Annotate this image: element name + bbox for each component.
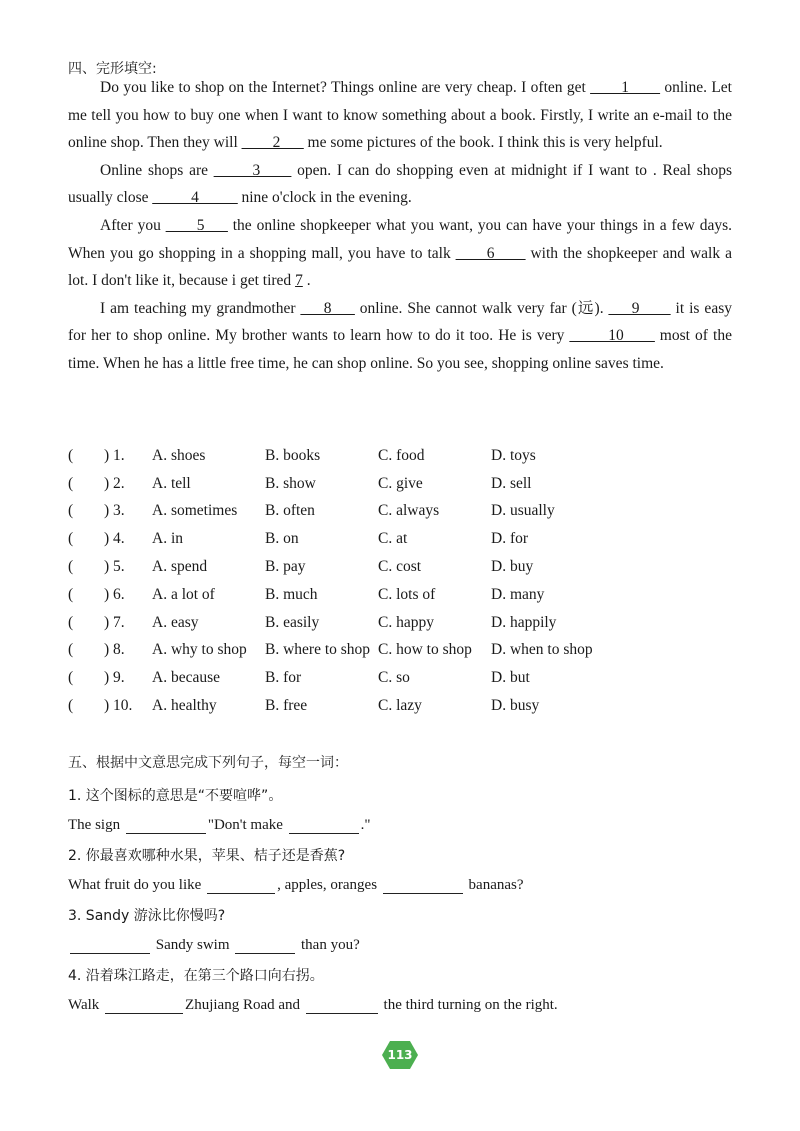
option-a: A. spend bbox=[152, 558, 208, 576]
choice-list bbox=[68, 442, 732, 720]
cloze-blank[interactable]: _____3____ bbox=[213, 161, 292, 179]
sentence-text: bananas? bbox=[464, 876, 524, 893]
option-a: A. easy bbox=[152, 613, 199, 631]
passage-paragraph bbox=[68, 157, 732, 212]
section-4-heading: 四、完形填空: bbox=[68, 61, 157, 77]
passage-text: most of the time. When he has a little free time, he can shop online. So you see, shopping online saves time. bbox=[68, 327, 732, 372]
passage-paragraph bbox=[68, 74, 732, 157]
passage-text: . bbox=[302, 272, 311, 290]
section-5-heading: 五、根据中文意思完成下列句子，每空一词： bbox=[68, 755, 348, 771]
cloze-blank[interactable]: ___9____ bbox=[608, 299, 671, 317]
answer-blank[interactable] bbox=[126, 817, 206, 834]
option-d: D. buy bbox=[491, 558, 534, 576]
option-b: B. on bbox=[265, 530, 299, 548]
cloze-blank[interactable]: ____1____ bbox=[590, 79, 660, 96]
answer-paren[interactable]: ( bbox=[68, 502, 74, 520]
option-d: D. toys bbox=[491, 446, 536, 464]
translation-exercises bbox=[68, 780, 732, 1020]
answer-paren[interactable]: ( bbox=[68, 446, 74, 464]
answer-paren[interactable]: ( bbox=[68, 474, 74, 492]
passage-text: I am teaching my grandmother bbox=[100, 299, 301, 317]
option-a: A. shoes bbox=[152, 446, 206, 464]
sentence-text: the third turning on the right. bbox=[379, 996, 558, 1013]
answer-blank[interactable] bbox=[70, 937, 150, 954]
page-number-badge bbox=[382, 1041, 418, 1069]
cloze-blank[interactable]: ___8___ bbox=[300, 299, 355, 317]
option-b: B. show bbox=[265, 474, 316, 492]
choice-row bbox=[68, 692, 732, 720]
question-number: ) 7. bbox=[104, 613, 125, 631]
question-number: ) 6. bbox=[104, 585, 125, 603]
option-d: D. for bbox=[491, 530, 529, 548]
passage-text: Do you like to shop on the Internet? Things online are very cheap. I often get bbox=[100, 79, 591, 96]
answer-blank[interactable] bbox=[306, 997, 378, 1014]
answer-blank[interactable] bbox=[289, 817, 359, 834]
option-c: C. so bbox=[378, 669, 410, 687]
option-c: C. food bbox=[378, 446, 425, 464]
option-b: B. pay bbox=[265, 558, 306, 576]
sentence-text: , apples, oranges bbox=[277, 876, 381, 893]
answer-blank[interactable] bbox=[383, 877, 463, 894]
passage-text: it is easy for her to shop online. My brother wants to learn how to do it too. He is very bbox=[68, 299, 732, 345]
passage-text: After you bbox=[100, 216, 166, 234]
option-b: B. where to shop bbox=[265, 641, 371, 659]
question-number: ) 4. bbox=[104, 530, 125, 548]
option-d: D. many bbox=[491, 585, 545, 603]
option-b: B. much bbox=[265, 585, 318, 603]
choice-row bbox=[68, 442, 732, 470]
answer-blank[interactable] bbox=[105, 997, 183, 1014]
passage-text: online. Let me tell you how to buy one when I want to know something about a book. Firstly, I write an e-mail to the online shop. Then they will bbox=[68, 79, 732, 152]
choice-row bbox=[68, 525, 732, 553]
sentence-text: Walk bbox=[68, 996, 104, 1013]
sentence-text: The sign bbox=[68, 816, 124, 833]
choice-row bbox=[68, 637, 732, 665]
question-number: ) 5. bbox=[104, 558, 125, 576]
passage-text: the online shopkeeper what you want, you can have your things in a few days. When you go shopping in a shopping mall, you have to talk bbox=[68, 216, 732, 262]
option-c: C. always bbox=[378, 502, 440, 520]
english-sentence bbox=[68, 870, 732, 900]
option-d: D. but bbox=[491, 669, 530, 687]
choice-row bbox=[68, 470, 732, 498]
option-c: C. lots of bbox=[378, 585, 436, 603]
passage-text: online. She cannot walk very far (远). bbox=[354, 299, 609, 317]
option-b: B. easily bbox=[265, 613, 320, 631]
answer-paren[interactable]: ( bbox=[68, 558, 74, 576]
answer-blank[interactable] bbox=[207, 877, 275, 894]
chinese-prompt: 3. Sandy 游泳比你慢吗? bbox=[68, 908, 226, 924]
sentence-text: ." bbox=[360, 816, 371, 833]
cloze-blank[interactable]: ____2___ bbox=[241, 134, 304, 152]
chinese-prompt: 2. 你最喜欢哪种水果，苹果、桔子还是香蕉? bbox=[68, 848, 346, 864]
option-d: D. sell bbox=[491, 474, 532, 492]
option-b: B. books bbox=[265, 446, 321, 464]
option-b: B. free bbox=[265, 697, 308, 715]
option-c: C. at bbox=[378, 530, 408, 548]
cloze-blank[interactable]: 7 bbox=[295, 272, 303, 290]
english-sentence bbox=[68, 810, 732, 840]
english-sentence bbox=[68, 990, 732, 1020]
answer-paren[interactable]: ( bbox=[68, 613, 74, 631]
option-c: C. cost bbox=[378, 558, 422, 576]
choice-row bbox=[68, 581, 732, 609]
option-a: A. because bbox=[152, 669, 220, 687]
option-d: D. when to shop bbox=[491, 641, 593, 659]
chinese-prompt: 4. 沿着珠江路走，在第三个路口向右拐。 bbox=[68, 968, 324, 984]
passage-text: nine o'clock in the evening. bbox=[237, 189, 412, 207]
english-sentence bbox=[68, 930, 732, 960]
option-a: A. why to shop bbox=[152, 641, 247, 659]
passage-text: me some pictures of the book. I think this is very helpful. bbox=[303, 134, 663, 152]
page-number: 113 bbox=[387, 1048, 413, 1062]
option-d: D. happily bbox=[491, 613, 557, 631]
choice-row bbox=[68, 609, 732, 637]
option-a: A. in bbox=[152, 530, 183, 548]
cloze-blank[interactable]: ____6____ bbox=[455, 244, 526, 262]
option-b: B. for bbox=[265, 669, 302, 687]
question-number: ) 8. bbox=[104, 641, 125, 659]
question-number: ) 10. bbox=[104, 697, 133, 715]
cloze-blank[interactable]: ____5___ bbox=[165, 216, 228, 234]
passage-text: Online shops are bbox=[100, 161, 214, 179]
cloze-passage bbox=[68, 74, 732, 378]
option-a: A. tell bbox=[152, 474, 191, 492]
sentence-text: Sandy swim bbox=[152, 936, 234, 953]
choice-row bbox=[68, 498, 732, 526]
question-number: ) 3. bbox=[104, 502, 125, 520]
choice-row bbox=[68, 664, 732, 692]
option-a: A. sometimes bbox=[152, 502, 238, 520]
sentence-text: What fruit do you like bbox=[68, 876, 206, 893]
question-number: ) 9. bbox=[104, 669, 125, 687]
passage-text: with the shopkeeper and walk a lot. I don't like it, because i get tired bbox=[68, 244, 732, 290]
answer-paren[interactable]: ( bbox=[68, 641, 74, 659]
answer-paren[interactable]: ( bbox=[68, 530, 74, 548]
option-a: A. a lot of bbox=[152, 585, 215, 603]
option-a: A. healthy bbox=[152, 697, 217, 715]
answer-blank[interactable] bbox=[235, 937, 295, 954]
option-c: C. give bbox=[378, 474, 423, 492]
sentence-text: Zhujiang Road and bbox=[185, 996, 304, 1013]
question-number: ) 1. bbox=[104, 446, 125, 464]
option-c: C. happy bbox=[378, 613, 434, 631]
option-d: D. busy bbox=[491, 697, 540, 715]
passage-paragraph bbox=[68, 295, 732, 378]
answer-paren[interactable]: ( bbox=[68, 697, 74, 715]
cloze-blank[interactable]: _____10____ bbox=[569, 327, 655, 345]
answer-paren[interactable]: ( bbox=[68, 585, 74, 603]
answer-paren[interactable]: ( bbox=[68, 669, 74, 687]
question-number: ) 2. bbox=[104, 474, 125, 492]
option-c: C. lazy bbox=[378, 697, 422, 715]
sentence-text: "Don't make bbox=[207, 816, 287, 833]
passage-paragraph bbox=[68, 212, 732, 295]
sentence-text: than you? bbox=[297, 936, 360, 953]
choice-row bbox=[68, 553, 732, 581]
cloze-blank[interactable]: _____4_____ bbox=[152, 189, 238, 207]
passage-text: open. I can do shopping even at midnight if I want to . Real shops usually close bbox=[68, 161, 733, 207]
chinese-prompt: 1. 这个图标的意思是“不要喧哗”。 bbox=[68, 788, 283, 804]
option-d: D. usually bbox=[491, 502, 555, 520]
option-c: C. how to shop bbox=[378, 641, 472, 659]
option-b: B. often bbox=[265, 502, 315, 520]
